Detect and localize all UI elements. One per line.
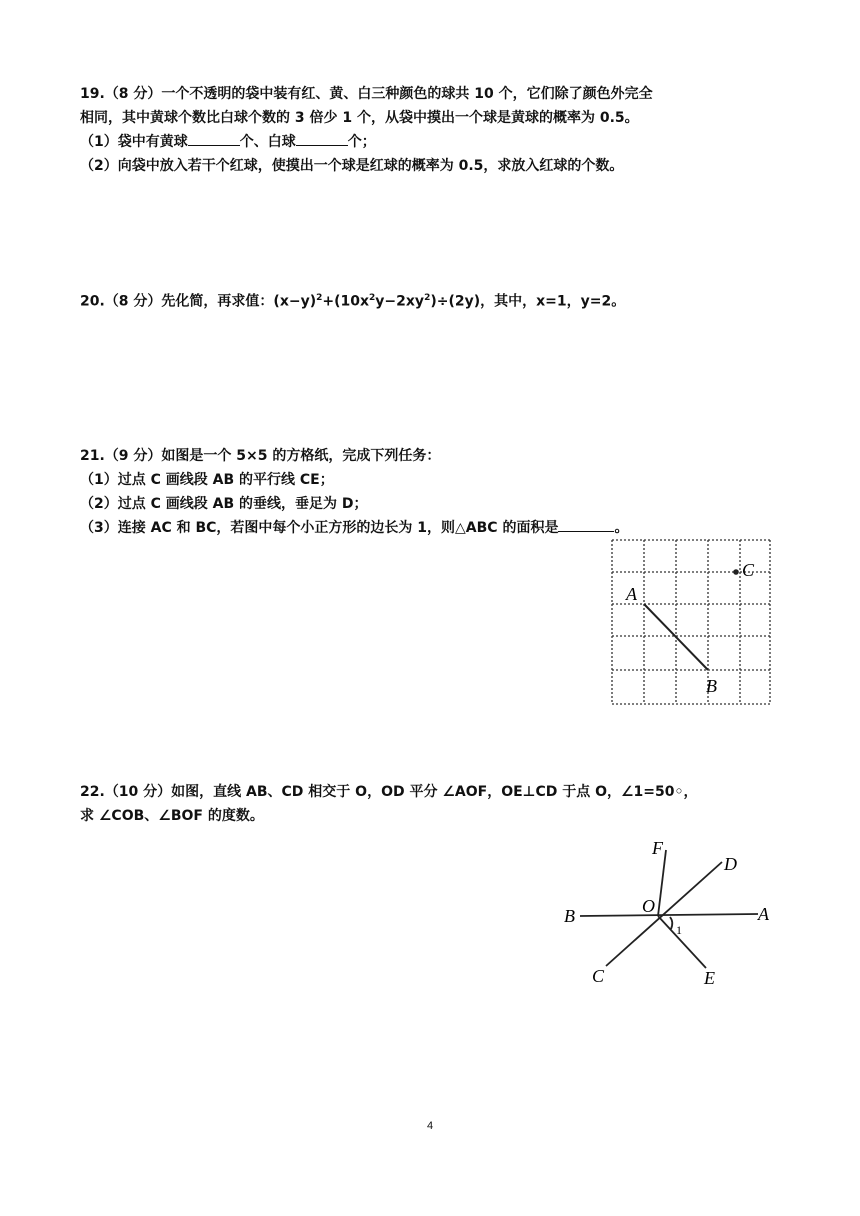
q20-text-c: y−2xy	[375, 293, 425, 310]
q22-line1: 22.（10 分）如图，直线 AB、CD 相交于 O，OD 平分 ∠AOF，OE⊥CD 于点 O，∠1=50◦，	[80, 784, 698, 800]
q20-exp1: 2	[316, 293, 323, 303]
ray-of	[658, 850, 666, 916]
label-f: F	[652, 838, 663, 858]
label-d: D	[724, 854, 737, 874]
angle-1-arc	[670, 917, 672, 929]
q19-sub1-text-a: （1）袋中有黄球	[80, 134, 188, 150]
q21-sub3-text: （3）连接 AC 和 BC，若图中每个小正方形的边长为 1，则△ABC 的面积是	[80, 520, 559, 536]
q21-sub3-end: 。	[614, 520, 629, 536]
label-angle-1: 1	[676, 923, 682, 937]
label-e: E	[704, 968, 715, 988]
q22-line2: 求 ∠COB、∠BOF 的度数。	[80, 808, 264, 824]
label-b: B	[564, 906, 575, 926]
q20-text-a: 20.（8 分）先化简，再求值：(x−y)	[80, 293, 317, 310]
q19-sub1-text-c: 个；	[347, 134, 376, 150]
question-19	[80, 82, 792, 178]
q19-sub1	[80, 130, 792, 154]
q21-sub1: （1）过点 C 画线段 AB 的平行线 CE；	[80, 472, 334, 488]
question-22	[80, 780, 792, 828]
q20-exp2: 2	[369, 293, 376, 303]
label-o: O	[642, 896, 655, 916]
q19-line2: 相同，其中黄球个数比白球个数的 3 倍少 1 个，从袋中摸出一个球是黄球的概率为 0.5。	[80, 110, 639, 126]
q19-sub2: （2）向袋中放入若干个红球，使摸出一个球是红球的概率为 0.5，求放入红球的个数。	[80, 158, 624, 174]
line-ab	[580, 914, 758, 916]
answer-blank-area[interactable]	[558, 517, 614, 532]
point-c	[733, 569, 739, 575]
answer-blank-white[interactable]	[296, 131, 348, 146]
q19-sub1-text-b: 个、白球	[239, 134, 296, 150]
q20-exp3: 2	[424, 293, 431, 303]
q19-line1: 19.（8 分）一个不透明的袋中装有红、黄、白三种颜色的球共 10 个，它们除了颜色外完全	[80, 86, 653, 102]
q20-text-b: +(10x	[322, 293, 370, 310]
q21-line1: 21.（9 分）如图是一个 5×5 的方格纸，完成下列任务：	[80, 448, 441, 464]
q21-sub2: （2）过点 C 画线段 AB 的垂线，垂足为 D；	[80, 496, 368, 512]
question-21	[80, 444, 792, 540]
ray-oe	[658, 916, 706, 968]
page-number: 4	[426, 1120, 434, 1132]
q20-line	[80, 286, 792, 314]
label-b: B	[706, 676, 717, 696]
answer-blank-yellow[interactable]	[188, 131, 240, 146]
grid-figure	[606, 534, 776, 710]
label-a: A	[626, 584, 637, 604]
label-c: C	[592, 966, 605, 986]
label-c: C	[742, 560, 755, 580]
angle-figure	[558, 838, 780, 992]
question-20	[80, 286, 792, 314]
label-a: A	[758, 904, 769, 924]
q20-text-d: )÷(2y)，其中，x=1，y=2。	[430, 293, 626, 310]
